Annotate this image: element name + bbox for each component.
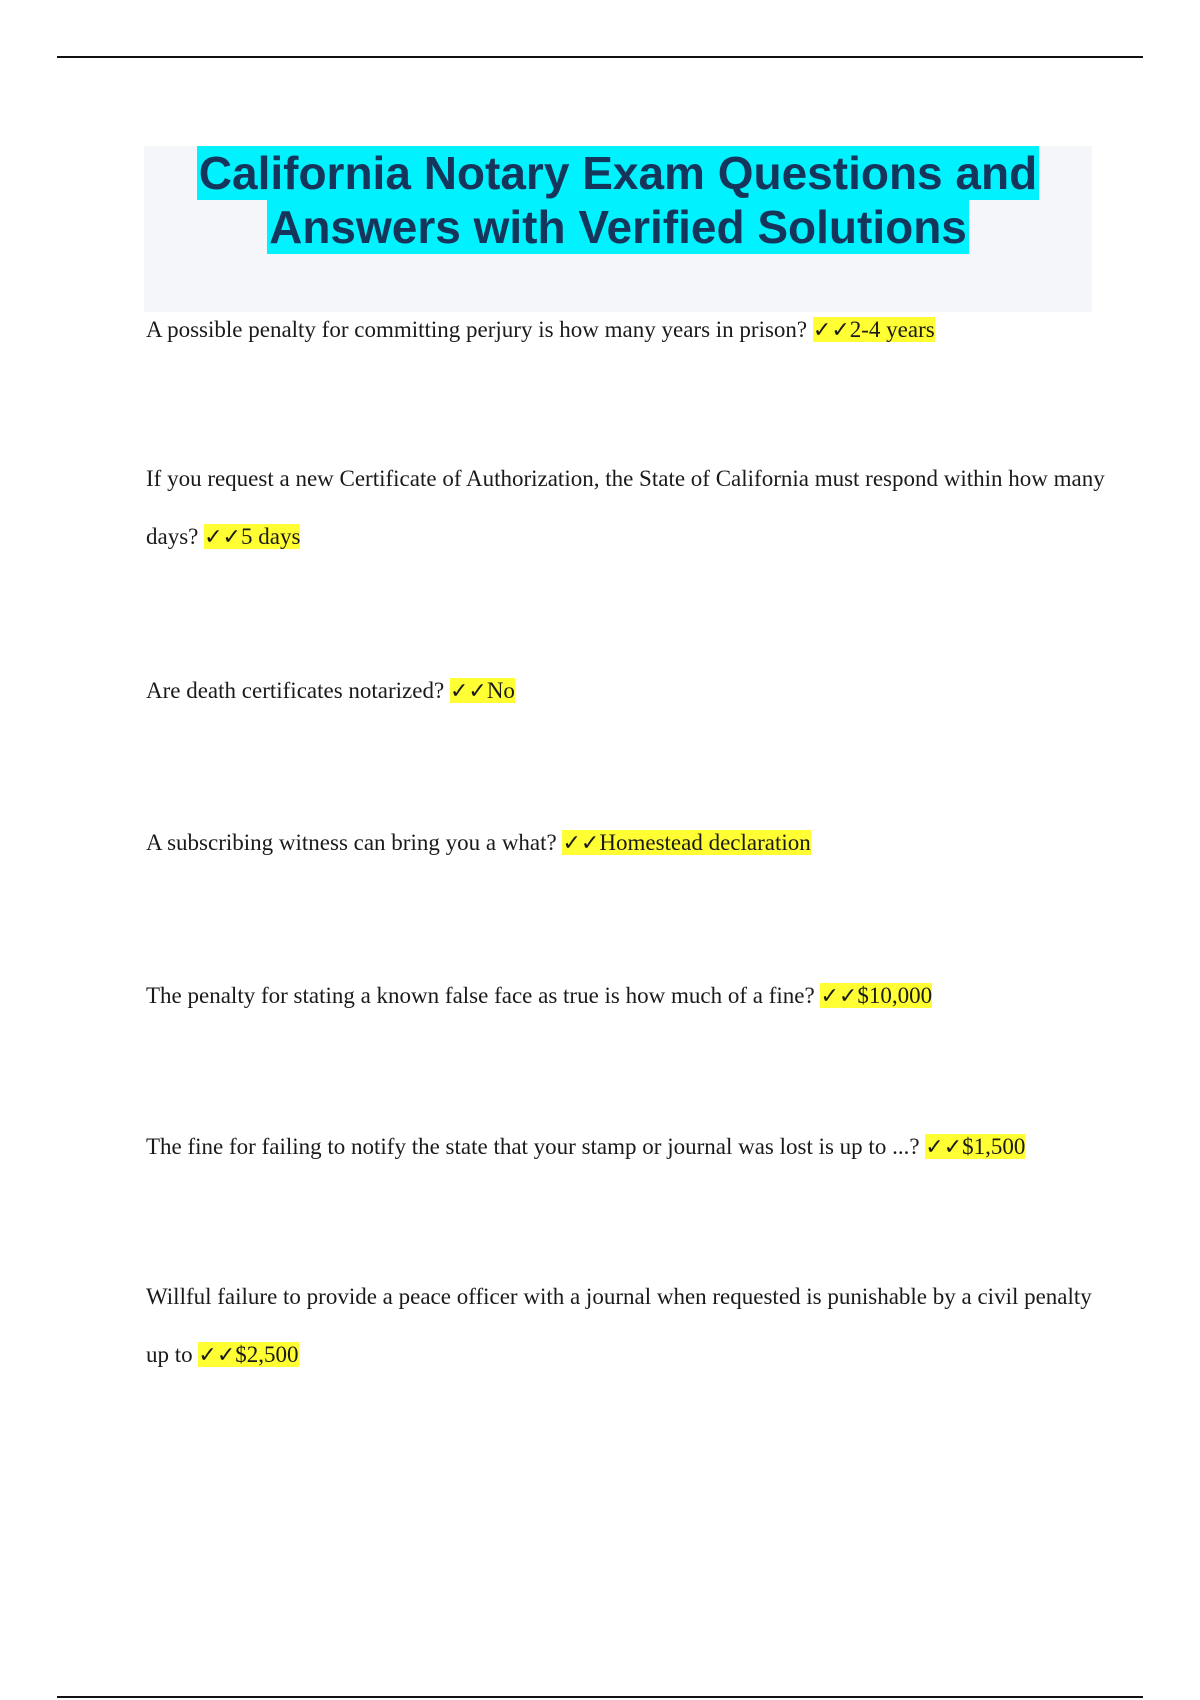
top-rule xyxy=(57,56,1143,58)
qa-item xyxy=(146,814,1106,873)
check-icon: ✓✓ xyxy=(820,984,858,1009)
qa-item xyxy=(146,662,1106,721)
check-icon: ✓✓ xyxy=(812,318,850,343)
question-text: Willful failure to provide a peace officer with a journal when requested is punishable by a civil penalty up to xyxy=(146,1284,1092,1367)
document-title xyxy=(144,146,1092,254)
answer-highlight xyxy=(925,1134,1025,1159)
title-banner xyxy=(144,146,1092,312)
qa-item xyxy=(146,967,1106,1026)
question-text: A possible penalty for committing perjury is how many years in prison? xyxy=(146,317,808,342)
answer-text: $10,000 xyxy=(857,983,933,1008)
check-icon: ✓✓ xyxy=(562,831,600,856)
answer-text: 5 days xyxy=(241,524,301,549)
answer-highlight xyxy=(450,678,515,703)
question-text: A subscribing witness can bring you a what? xyxy=(146,830,557,855)
qa-item xyxy=(146,301,1106,360)
qa-item xyxy=(146,1268,1106,1385)
check-icon: ✓✓ xyxy=(204,525,241,550)
answer-highlight xyxy=(813,317,935,342)
answer-text: $2,500 xyxy=(235,1342,299,1367)
answer-text: 2-4 years xyxy=(849,317,935,342)
question-text: The penalty for stating a known false face as true is how much of a fine? xyxy=(146,983,815,1008)
answer-highlight xyxy=(204,524,300,549)
question-text: If you request a new Certificate of Authorization, the State of California must respond within how many days? xyxy=(146,466,1105,549)
answer-text: $1,500 xyxy=(962,1134,1026,1159)
question-text: Are death certificates notarized? xyxy=(146,678,445,703)
qa-item xyxy=(146,1118,1106,1177)
answer-highlight xyxy=(820,983,932,1008)
qa-item xyxy=(146,450,1106,567)
question-text: The fine for failing to notify the state that your stamp or journal was lost is up to ...? xyxy=(146,1134,920,1159)
check-icon: ✓✓ xyxy=(449,679,487,704)
check-icon: ✓✓ xyxy=(198,1343,236,1368)
bottom-rule xyxy=(57,1696,1143,1698)
answer-highlight xyxy=(562,830,810,855)
answer-highlight xyxy=(198,1342,298,1367)
title-line-2: Answers with Verified Solutions xyxy=(269,201,967,253)
title-line-1: California Notary Exam Questions and xyxy=(198,147,1038,199)
answer-text: Homestead declaration xyxy=(599,830,811,855)
answer-text: No xyxy=(486,678,515,703)
check-icon: ✓✓ xyxy=(925,1135,963,1160)
